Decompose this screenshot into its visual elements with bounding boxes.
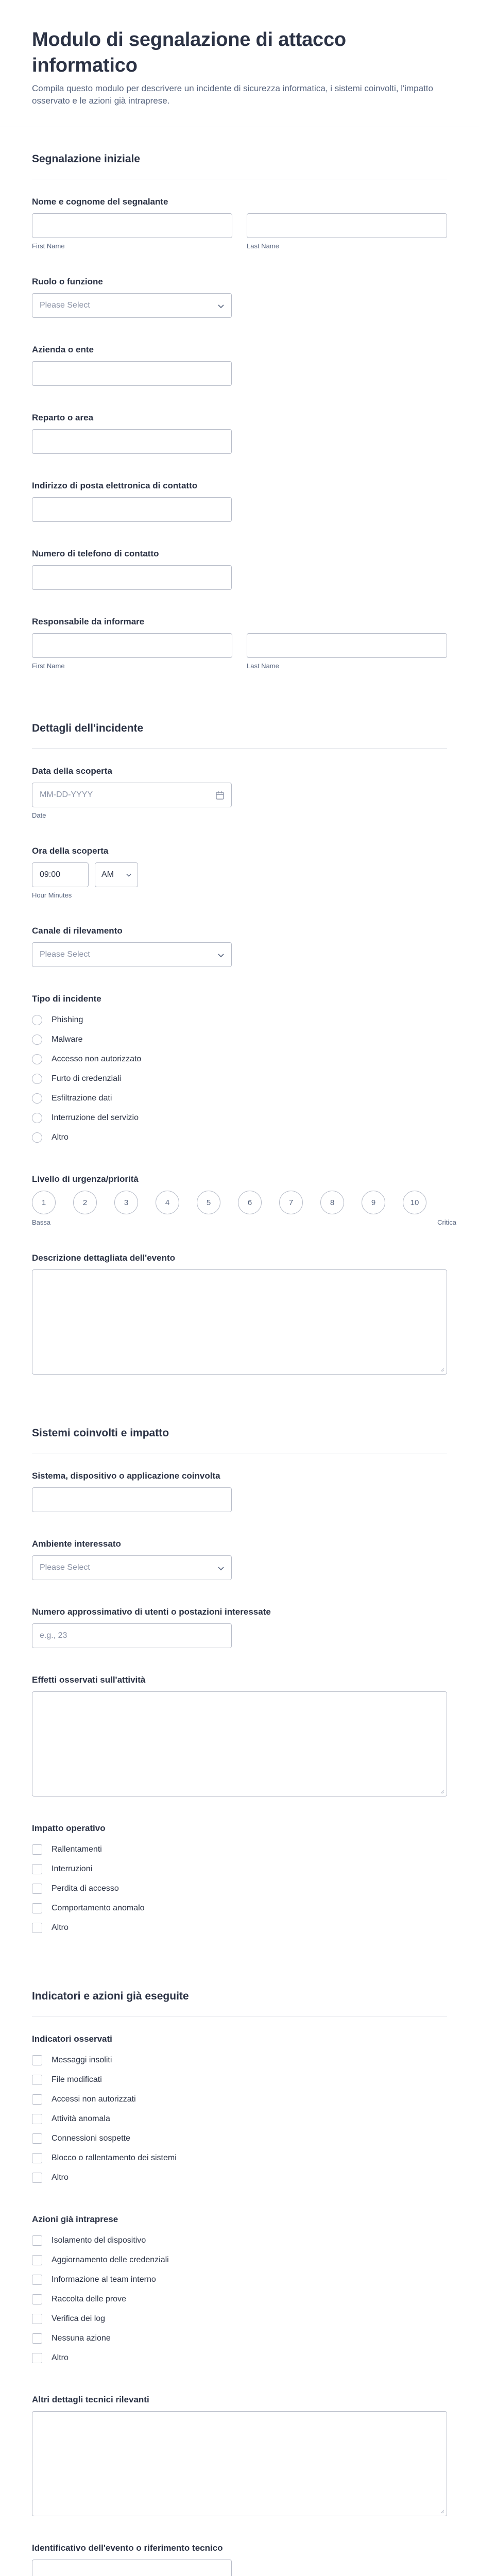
checkbox[interactable]	[32, 2133, 42, 2144]
discovery-time-field	[32, 846, 447, 899]
radio-button[interactable]	[32, 1113, 42, 1123]
environment-select-value: Please Select	[40, 1563, 90, 1572]
email-field	[32, 481, 447, 522]
manager-first-name-input[interactable]	[32, 633, 232, 658]
discovery-date-field	[32, 766, 447, 819]
radio-option[interactable]	[32, 1030, 447, 1049]
checkbox[interactable]	[32, 1923, 42, 1933]
checkbox-option-label: Messaggi insoliti	[52, 2056, 112, 2064]
incident-type-label: Tipo di incidente	[32, 994, 101, 1004]
checkbox[interactable]	[32, 2275, 42, 2285]
phone-input[interactable]	[32, 565, 232, 590]
checkbox-option[interactable]	[32, 2250, 447, 2270]
role-label: Ruolo o funzione	[32, 277, 103, 286]
phone-field	[32, 549, 447, 590]
chevron-down-icon	[125, 871, 132, 878]
checkbox-option-label: Raccolta delle prove	[52, 2295, 126, 2303]
section-title-incident-details: Dettagli dell'incidente	[32, 697, 447, 749]
checkbox[interactable]	[32, 2114, 42, 2124]
scale-option[interactable]: 1	[32, 1191, 56, 1214]
checkbox-option[interactable]	[32, 1899, 447, 1918]
manager-first-name-sublabel: First Name	[32, 662, 65, 670]
effects-field	[32, 1675, 447, 1797]
radio-option[interactable]	[32, 1108, 447, 1128]
identifier-field	[32, 2543, 447, 2576]
date-sublabel: Date	[32, 811, 46, 819]
resize-grip-icon[interactable]	[439, 1367, 444, 1372]
checkbox-option[interactable]	[32, 2329, 447, 2348]
checkbox[interactable]	[32, 1884, 42, 1894]
indicators-field	[32, 2034, 447, 2188]
effects-textarea[interactable]	[32, 1691, 447, 1797]
technical-details-label: Altri dettagli tecnici rilevanti	[32, 2395, 149, 2404]
scale-option[interactable]: 7	[279, 1191, 303, 1214]
checkbox[interactable]	[32, 2353, 42, 2363]
technical-details-textarea[interactable]	[32, 2411, 447, 2516]
impact-field	[32, 1823, 447, 1938]
radio-option-label: Altro	[52, 1133, 69, 1142]
calendar-icon[interactable]	[215, 790, 225, 801]
checkbox-option-label: Attività anomala	[52, 2114, 110, 2123]
radio-button[interactable]	[32, 1035, 42, 1045]
radio-button[interactable]	[32, 1132, 42, 1143]
checkbox[interactable]	[32, 1864, 42, 1874]
section-title-systems-impact: Sistemi coinvolti e impatto	[32, 1401, 447, 1453]
system-input[interactable]	[32, 1487, 232, 1512]
first-name-sublabel: First Name	[32, 242, 65, 250]
checkbox-option[interactable]	[32, 1918, 447, 1938]
radio-option-label: Esfiltrazione dati	[52, 1094, 112, 1103]
checkbox-option-label: Verifica dei log	[52, 2314, 106, 2323]
checkbox[interactable]	[32, 1903, 42, 1913]
checkbox-option[interactable]	[32, 2348, 447, 2368]
channel-field	[32, 926, 447, 967]
incident-type-options	[32, 1010, 447, 1147]
scale-low-label: Bassa	[32, 1218, 51, 1226]
radio-option[interactable]	[32, 1049, 447, 1069]
actions-field	[32, 2214, 447, 2368]
checkbox-option-label: Connessioni sospette	[52, 2134, 130, 2143]
manager-last-name-input[interactable]	[247, 633, 447, 658]
checkbox-option-label: Isolamento del dispositivo	[52, 2236, 146, 2245]
scale-option[interactable]: 2	[73, 1191, 97, 1214]
channel-label: Canale di rilevamento	[32, 926, 123, 936]
section-title-initial-report: Segnalazione iniziale	[32, 127, 447, 179]
checkbox-option[interactable]	[32, 2050, 447, 2070]
checkbox[interactable]	[32, 2055, 42, 2065]
page-title: Modulo di segnalazione di attacco informatico	[32, 29, 346, 76]
chevron-down-icon	[217, 302, 225, 310]
users-label: Numero approssimativo di utenti o postazioni interessate	[32, 1607, 271, 1617]
checkbox[interactable]	[32, 2294, 42, 2304]
radio-option[interactable]	[32, 1128, 447, 1147]
impact-label: Impatto operativo	[32, 1823, 106, 1833]
radio-option-label: Interruzione del servizio	[52, 1113, 139, 1122]
checkbox-option-label: Informazione al team interno	[52, 2275, 156, 2284]
checkbox-option-label: Rallentamenti	[52, 1845, 102, 1854]
checkbox-option[interactable]	[32, 1840, 447, 1859]
radio-button[interactable]	[32, 1074, 42, 1084]
department-input[interactable]	[32, 429, 232, 454]
radio-button[interactable]	[32, 1093, 42, 1104]
department-label: Reparto o area	[32, 413, 94, 422]
description-label: Descrizione dettagliata dell'evento	[32, 1253, 176, 1263]
scale-option[interactable]: 10	[403, 1191, 426, 1214]
checkbox[interactable]	[32, 2173, 42, 2183]
manager-last-name-sublabel: Last Name	[247, 662, 279, 670]
checkbox-option[interactable]	[32, 1859, 447, 1879]
environment-label: Ambiente interessato	[32, 1539, 121, 1549]
role-field	[32, 277, 447, 318]
discovery-date-input[interactable]	[32, 783, 232, 807]
company-label: Azienda o ente	[32, 345, 94, 354]
urgency-label: Livello di urgenza/priorità	[32, 1174, 139, 1184]
incident-type-field	[32, 994, 447, 1147]
actions-options	[32, 2231, 447, 2368]
department-field	[32, 413, 447, 454]
radio-option-label: Phishing	[52, 1015, 83, 1024]
checkbox[interactable]	[32, 2235, 42, 2246]
description-textarea[interactable]	[32, 1269, 447, 1375]
indicators-options	[32, 2050, 447, 2188]
time-input[interactable]: 09:00	[32, 862, 89, 887]
impact-options	[32, 1840, 447, 1938]
phone-label: Numero di telefono di contatto	[32, 549, 159, 558]
page-description: Compila questo modulo per descrivere un incidente di sicurezza informatica, i sistemi coinvolti, l'impatto osservato e le azioni già intraprese.	[32, 83, 433, 106]
checkbox-option-label: Altro	[52, 1923, 69, 1932]
scale-option[interactable]: 4	[156, 1191, 179, 1214]
technical-details-field	[32, 2395, 447, 2516]
checkbox-option-label: Blocco o rallentamento dei sistemi	[52, 2154, 177, 2162]
last-name-input[interactable]	[247, 213, 447, 238]
actions-label: Azioni già intraprese	[32, 2214, 118, 2224]
checkbox-option[interactable]	[32, 2270, 447, 2290]
checkbox-option[interactable]	[32, 2129, 447, 2148]
first-name-input[interactable]	[32, 213, 232, 238]
scale-option[interactable]: 9	[362, 1191, 385, 1214]
section-title-indicators-actions: Indicatori e azioni già eseguite	[32, 1964, 447, 2016]
checkbox-option[interactable]	[32, 2090, 447, 2109]
checkbox[interactable]	[32, 2153, 42, 2163]
radio-button[interactable]	[32, 1015, 42, 1025]
checkbox-option-label: Comportamento anomalo	[52, 1904, 145, 1912]
checkbox-option[interactable]	[32, 2109, 447, 2129]
company-input[interactable]	[32, 361, 232, 386]
email-label: Indirizzo di posta elettronica di contatto	[32, 481, 198, 490]
checkbox-option[interactable]	[32, 2290, 447, 2309]
radio-option[interactable]	[32, 1089, 447, 1108]
reporter-name-label: Nome e cognome del segnalante	[32, 197, 168, 207]
system-field	[32, 1471, 447, 1512]
description-field	[32, 1253, 447, 1375]
checkbox-option-label: Perdita di accesso	[52, 1884, 119, 1893]
scale-labels	[32, 1218, 456, 1226]
scale-option[interactable]: 6	[238, 1191, 262, 1214]
scale-option[interactable]: 3	[114, 1191, 138, 1214]
checkbox[interactable]	[32, 2255, 42, 2265]
users-field	[32, 1607, 447, 1648]
system-label: Sistema, dispositivo o applicazione coinvolta	[32, 1471, 220, 1481]
company-field	[32, 345, 447, 386]
checkbox-option[interactable]	[32, 2231, 447, 2250]
radio-option-label: Furto di credenziali	[52, 1074, 122, 1083]
radio-button[interactable]	[32, 1054, 42, 1064]
role-select-value: Please Select	[40, 301, 90, 310]
checkbox[interactable]	[32, 2094, 42, 2105]
identifier-label: Identificativo dell'evento o riferimento tecnico	[32, 2543, 223, 2553]
manager-label: Responsabile da informare	[32, 617, 145, 626]
checkbox-option-label: File modificati	[52, 2075, 102, 2084]
chevron-down-icon	[217, 951, 225, 959]
environment-field	[32, 1539, 447, 1580]
urgency-field	[32, 1174, 456, 1226]
checkbox-option[interactable]	[32, 2309, 447, 2329]
resize-grip-icon[interactable]	[439, 2509, 444, 2514]
discovery-time-label: Ora della scoperta	[32, 846, 109, 856]
radio-option[interactable]	[32, 1069, 447, 1089]
checkbox-option-label: Altro	[52, 2173, 69, 2182]
resize-grip-icon[interactable]	[439, 1789, 444, 1794]
chevron-down-icon	[217, 1564, 225, 1572]
checkbox-option-label: Aggiornamento delle credenziali	[52, 2256, 169, 2264]
environment-select[interactable]	[32, 1555, 232, 1580]
date-placeholder: MM-DD-YYYY	[40, 790, 93, 799]
channel-select[interactable]	[32, 942, 232, 967]
form-header	[0, 0, 479, 127]
last-name-sublabel: Last Name	[247, 242, 279, 250]
checkbox[interactable]	[32, 1844, 42, 1855]
checkbox-option[interactable]	[32, 2148, 447, 2168]
radio-option[interactable]	[32, 1010, 447, 1030]
discovery-date-label: Data della scoperta	[32, 766, 112, 776]
checkbox-option[interactable]	[32, 1879, 447, 1899]
checkbox[interactable]	[32, 2333, 42, 2344]
checkbox-option-label: Altro	[52, 2353, 69, 2362]
email-input[interactable]	[32, 497, 232, 522]
effects-label: Effetti osservati sull'attività	[32, 1675, 146, 1685]
indicators-label: Indicatori osservati	[32, 2034, 112, 2044]
radio-option-label: Malware	[52, 1035, 83, 1044]
checkbox-option[interactable]	[32, 2168, 447, 2188]
checkbox-option-label: Interruzioni	[52, 1865, 93, 1873]
ampm-value: AM	[101, 870, 114, 879]
checkbox-option-label: Nessuna azione	[52, 2334, 111, 2343]
role-select[interactable]	[32, 293, 232, 318]
channel-select-value: Please Select	[40, 950, 90, 959]
checkbox[interactable]	[32, 2314, 42, 2324]
checkbox-option-label: Accessi non autorizzati	[52, 2095, 136, 2104]
time-sublabel: Hour Minutes	[32, 891, 72, 899]
identifier-input[interactable]	[32, 2560, 232, 2576]
reporter-name-field	[32, 197, 447, 250]
checkbox-option[interactable]	[32, 2070, 447, 2090]
checkbox[interactable]	[32, 2075, 42, 2085]
scale-high-label: Critica	[437, 1218, 456, 1226]
manager-field	[32, 617, 447, 670]
urgency-scale	[32, 1191, 447, 1214]
scale-option[interactable]: 8	[320, 1191, 344, 1214]
scale-option[interactable]: 5	[197, 1191, 220, 1214]
users-input[interactable]: e.g., 23	[32, 1623, 232, 1648]
radio-option-label: Accesso non autorizzato	[52, 1055, 142, 1063]
ampm-select[interactable]	[95, 862, 138, 887]
